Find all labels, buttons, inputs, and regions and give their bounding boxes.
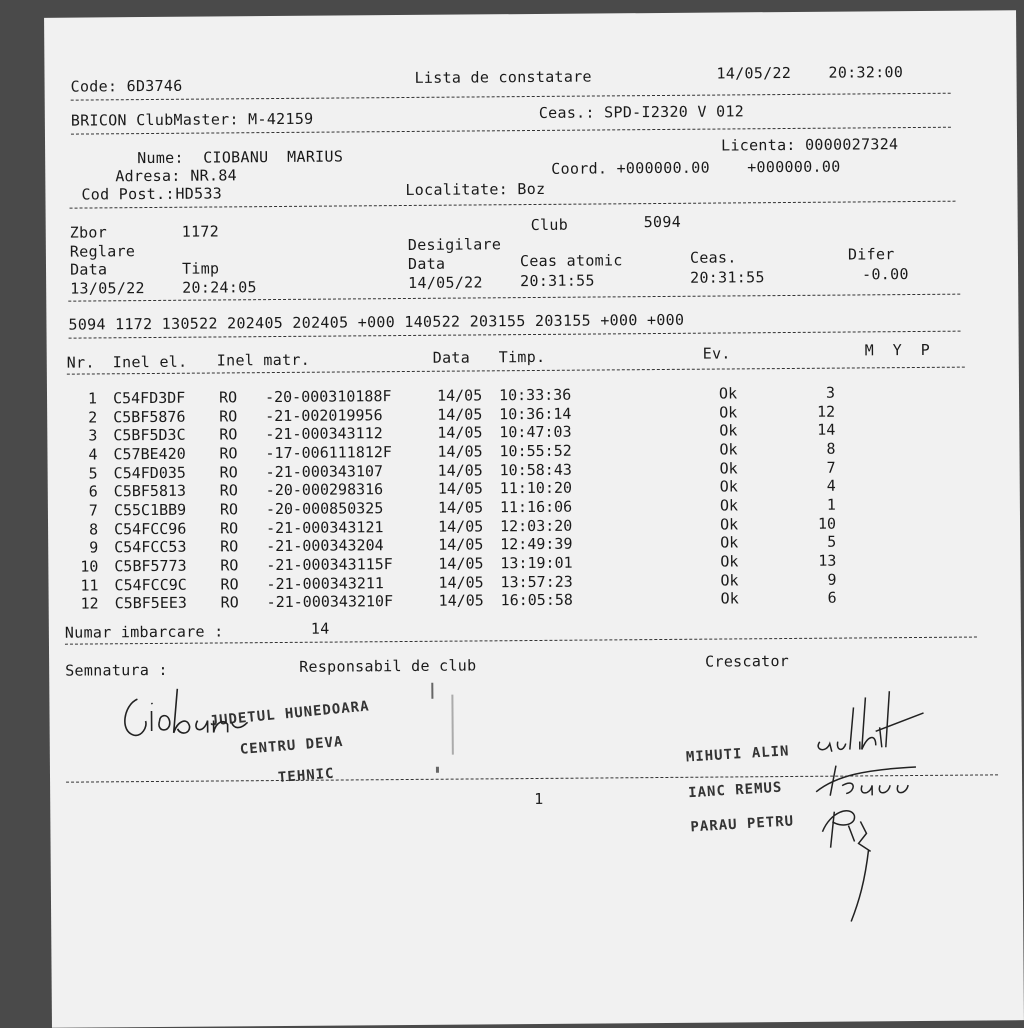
row-el: C5BF5876 xyxy=(113,407,186,426)
row-nr: 2 xyxy=(88,408,98,427)
device-clock: Ceas.: SPD-I2320 V 012 xyxy=(538,102,745,122)
row-data: 14/05 xyxy=(437,442,483,461)
row-nr: 9 xyxy=(89,538,99,557)
row-ro: RO xyxy=(220,574,239,593)
row-el: C57BE420 xyxy=(113,444,186,464)
row-el: C54FD3DF xyxy=(112,388,186,408)
row-nr: 1 xyxy=(87,389,98,408)
desigilare-label: Desigilare xyxy=(407,235,502,254)
row-p: 9 xyxy=(827,570,837,589)
row-matr: -17-006111812F xyxy=(265,443,392,463)
codpost-label: Cod Post.: xyxy=(81,184,175,204)
row-nr: 11 xyxy=(80,575,99,595)
row-ro: RO xyxy=(219,481,238,500)
row-el: C54FD035 xyxy=(113,463,186,482)
row-data: 14/05 xyxy=(437,516,484,536)
col-nr: Nr. xyxy=(66,353,95,372)
stamp-line2: CENTRU DEVA xyxy=(239,733,344,758)
numar-imbarcare-label: Numar imbarcare : xyxy=(64,622,224,642)
row-data: 14/05 xyxy=(437,460,483,480)
row-timp: 10:33:36 xyxy=(498,385,572,405)
stamp-line3: TEHNIC xyxy=(277,765,336,786)
row-data: 14/05 xyxy=(437,479,483,499)
row-ev: Ok xyxy=(719,458,738,478)
row-nr: 7 xyxy=(88,501,98,520)
codpost-value: HD533 xyxy=(175,184,223,203)
row-data: 14/05 xyxy=(437,405,483,424)
speck xyxy=(451,695,453,755)
row-p: 10 xyxy=(817,514,837,533)
row-ro: RO xyxy=(219,518,239,538)
difer-label: Difer xyxy=(847,245,895,264)
row-ro: RO xyxy=(219,500,239,519)
row-data: 14/05 xyxy=(438,591,484,610)
row-nr: 6 xyxy=(88,482,98,501)
desigilare-data: 14/05/22 xyxy=(408,273,483,292)
row-ev: Ok xyxy=(720,570,739,590)
row-timp: 11:16:06 xyxy=(499,497,573,517)
signature-ciobanu xyxy=(115,680,255,741)
nume-value: CIOBANU MARIUS xyxy=(203,147,344,167)
row-data: 14/05 xyxy=(437,423,483,443)
nume-label: Nume: xyxy=(137,148,184,168)
row-matr: -21-002019956 xyxy=(265,405,383,425)
speck xyxy=(436,767,439,773)
row-data: 14/05 xyxy=(438,554,484,573)
row-timp: 10:55:52 xyxy=(499,441,572,461)
row-ev: Ok xyxy=(719,421,738,440)
page-number: 1 xyxy=(534,789,544,809)
row-data: 14/05 xyxy=(437,498,484,517)
row-p: 13 xyxy=(818,551,837,570)
row-p: 4 xyxy=(826,476,836,495)
row-p: 14 xyxy=(817,420,836,440)
ceas-label: Ceas. xyxy=(689,248,737,267)
desigilare-atomic: 20:31:55 xyxy=(520,271,595,291)
zbor-value: 1172 xyxy=(181,222,220,241)
crescator-label: Crescator xyxy=(705,652,790,671)
numar-imbarcare-value: 14 xyxy=(310,619,330,638)
row-matr: -21-000343204 xyxy=(266,536,384,556)
row-el: C5BF5773 xyxy=(114,556,187,576)
name-ianc: IANC REMUS xyxy=(687,779,783,802)
col-timp: Timp. xyxy=(498,347,546,367)
timp-label: Timp xyxy=(181,259,220,278)
row-p: 8 xyxy=(826,439,836,458)
doc-title: Lista de constatare xyxy=(414,67,592,87)
row-p: 1 xyxy=(826,495,836,514)
row-timp: 10:47:03 xyxy=(499,422,572,442)
row-ro: RO xyxy=(219,444,238,463)
row-timp: 10:36:14 xyxy=(499,404,572,423)
row-el: C54FCC53 xyxy=(114,537,187,557)
col-inel-matr: Inel matr. xyxy=(216,350,311,370)
desigilare-ceas: 20:31:55 xyxy=(690,268,765,287)
doc-time: 20:32:00 xyxy=(828,63,904,82)
reglare-data: 13/05/22 xyxy=(70,279,145,298)
row-data: 14/05 xyxy=(438,572,484,592)
row-ev: Ok xyxy=(720,552,739,571)
row-timp: 13:19:01 xyxy=(500,553,573,573)
row-el: C5BF5EE3 xyxy=(114,593,187,613)
responsabil-label: Responsabil de club xyxy=(299,656,477,676)
row-p: 6 xyxy=(827,588,837,607)
localitate: Localitate: Boz xyxy=(405,179,546,199)
row-p: 12 xyxy=(817,402,836,421)
code-line: 5094 1172 130522 202405 202405 +000 140522 203155 203155 +000 +000 xyxy=(68,310,685,334)
row-timp: 16:05:58 xyxy=(500,590,573,610)
difer-value: -0.00 xyxy=(862,265,909,284)
row-ev: Ok xyxy=(719,496,739,515)
row-ro: RO xyxy=(220,537,239,556)
row-ev: Ok xyxy=(719,440,738,459)
row-matr: -21-000343121 xyxy=(265,517,384,537)
row-matr: -20-000298316 xyxy=(265,480,384,500)
row-timp: 12:03:20 xyxy=(499,516,573,535)
speck xyxy=(431,683,433,699)
zbor-label: Zbor xyxy=(69,223,108,242)
coord: Coord. +000000.00 +000000.00 xyxy=(551,157,841,178)
row-p: 5 xyxy=(827,532,837,551)
row-nr: 12 xyxy=(80,594,99,613)
adresa-label: Adresa: xyxy=(115,166,181,186)
semnatura-label: Semnatura : xyxy=(65,660,168,680)
row-el: C54FCC96 xyxy=(113,519,187,538)
row-data: 14/05 xyxy=(436,386,483,405)
row-ro: RO xyxy=(220,593,239,612)
row-el: C54FCC9C xyxy=(114,575,187,594)
row-nr: 10 xyxy=(80,557,99,576)
reglare-timp: 20:24:05 xyxy=(182,278,257,297)
col-data: Data xyxy=(432,348,471,367)
row-ev: Ok xyxy=(719,514,739,534)
row-ev: Ok xyxy=(718,384,738,403)
row-timp: 13:57:23 xyxy=(500,572,573,591)
stamp-line1: JUDETUL HUNEDOARA xyxy=(209,698,371,730)
col-ev: Ev. xyxy=(702,344,731,363)
row-p: 3 xyxy=(825,383,836,402)
row-timp: 12:49:39 xyxy=(500,534,573,554)
name-parau: PARAU PETRU xyxy=(690,813,795,836)
row-matr: -21-000343107 xyxy=(265,461,384,481)
paper-sheet xyxy=(44,10,1024,1028)
row-ev: Ok xyxy=(720,589,739,608)
divider xyxy=(71,93,951,101)
row-ev: Ok xyxy=(719,477,738,496)
col-inel-el: Inel el. xyxy=(112,352,188,372)
row-nr: 3 xyxy=(88,426,98,445)
row-nr: 5 xyxy=(88,464,98,483)
row-nr: 4 xyxy=(88,445,98,464)
row-ro: RO xyxy=(220,556,239,575)
club-label: Club xyxy=(530,215,569,235)
device-model: BRICON ClubMaster: M-42159 xyxy=(70,109,314,130)
row-matr: -21-000343112 xyxy=(265,424,383,444)
row-p: 7 xyxy=(826,458,836,477)
row-matr: -21-000343115F xyxy=(266,554,393,574)
row-ro: RO xyxy=(219,406,238,426)
row-ro: RO xyxy=(219,462,238,482)
licenta: Licenta: 0000027324 xyxy=(721,135,899,155)
row-el: C5BF5813 xyxy=(113,481,187,501)
col-myp: M Y P xyxy=(864,340,931,360)
row-ro: RO xyxy=(219,425,238,444)
row-timp: 10:58:43 xyxy=(499,460,572,479)
ceas-atomic-label: Ceas atomic xyxy=(519,251,623,271)
divider xyxy=(67,367,965,375)
data2-label: Data xyxy=(407,254,446,273)
name-mihuti: MIHUTI ALIN xyxy=(685,743,790,766)
row-ev: Ok xyxy=(719,403,738,422)
row-timp: 11:10:20 xyxy=(499,478,573,498)
row-matr: -20-000310188F xyxy=(264,387,392,407)
row-el: C55C1BB9 xyxy=(113,500,187,520)
row-matr: -21-000343210F xyxy=(266,592,394,612)
reglare-label: Reglare xyxy=(69,242,136,261)
row-ev: Ok xyxy=(720,533,739,552)
row-el: C5BF5D3C xyxy=(113,426,186,445)
doc-date: 14/05/22 xyxy=(716,63,792,83)
club-value: 5094 xyxy=(643,212,682,232)
adresa-value: NR.84 xyxy=(190,166,238,185)
row-nr: 8 xyxy=(88,519,99,539)
row-data: 14/05 xyxy=(438,535,484,554)
row-matr: -20-000850325 xyxy=(265,499,384,518)
row-ro: RO xyxy=(218,388,238,407)
doc-code: Code: 6D3746 xyxy=(70,76,183,96)
row-matr: -21-000343211 xyxy=(266,573,384,593)
data-label: Data xyxy=(69,260,108,279)
signature-parau xyxy=(810,791,891,932)
